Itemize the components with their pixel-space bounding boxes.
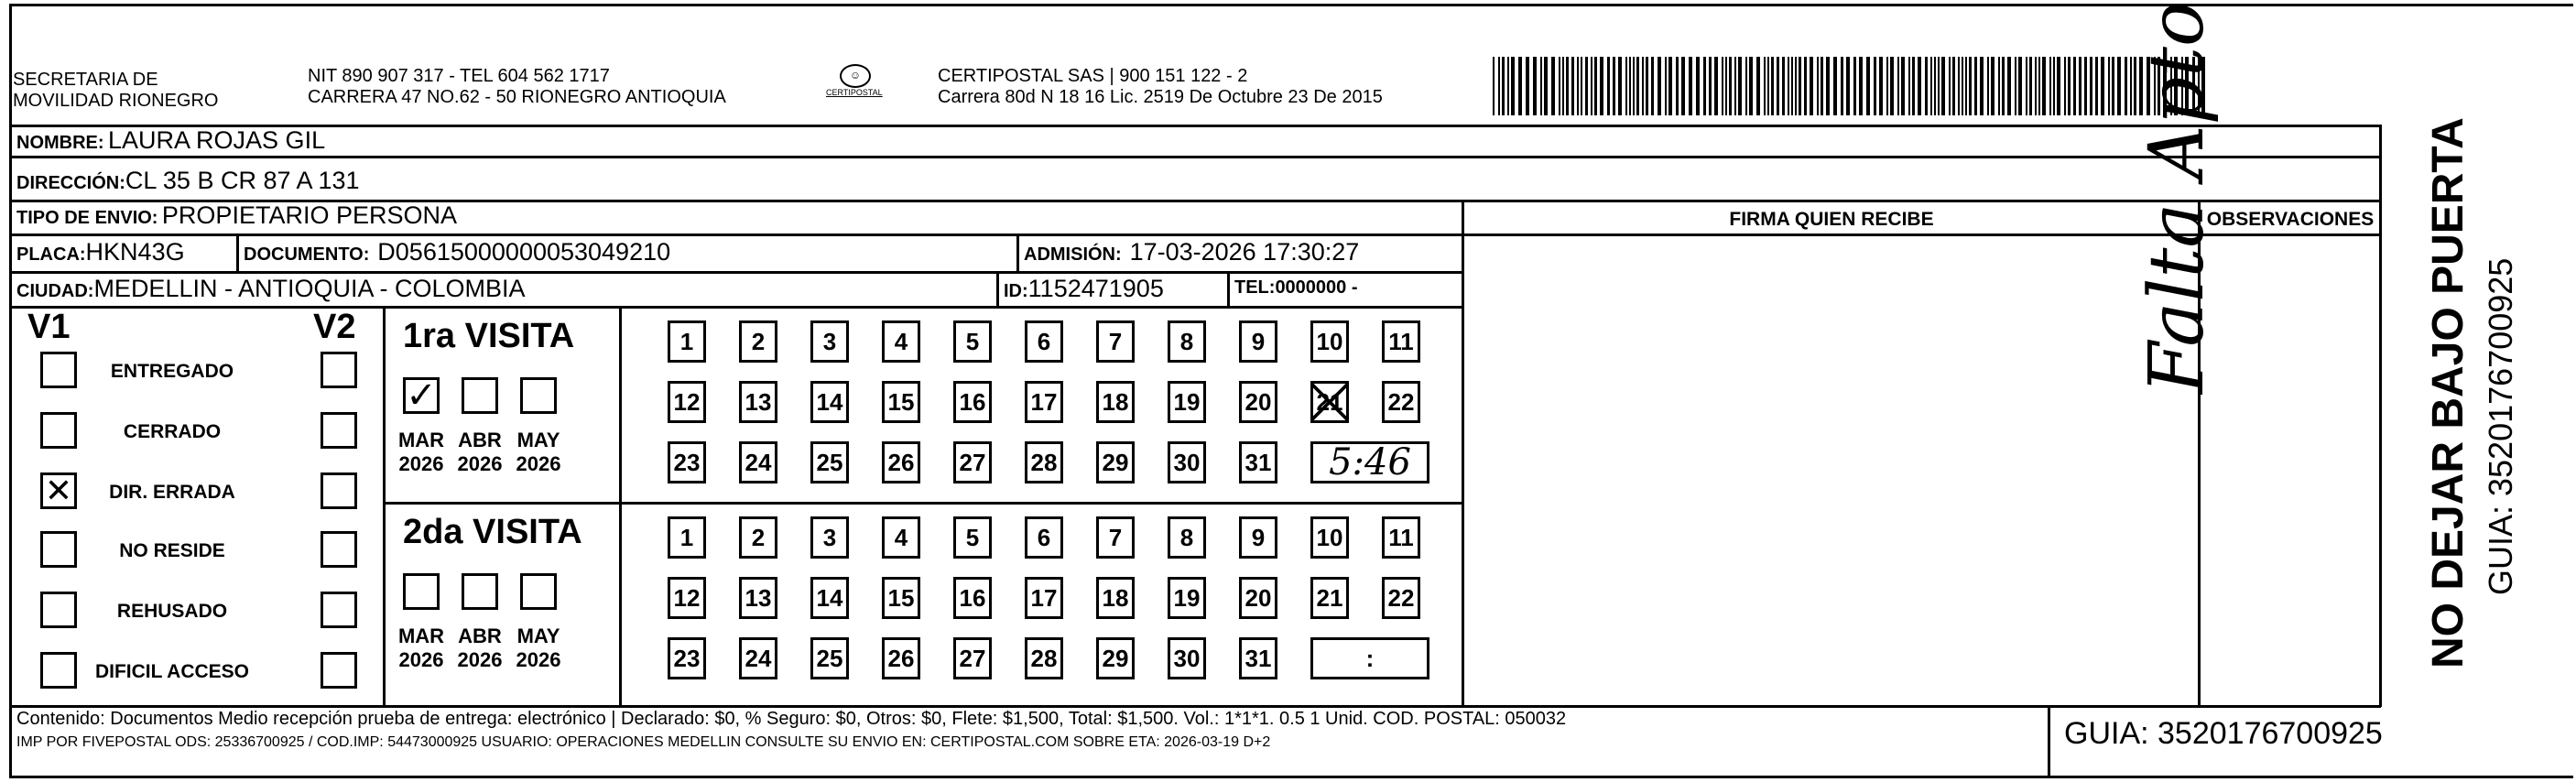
- barcode-bar: [1544, 57, 1548, 115]
- barcode-bar: [1562, 57, 1564, 115]
- day-box[interactable]: 18: [1096, 381, 1135, 423]
- barcode-bar: [1810, 57, 1813, 115]
- rule: [9, 125, 2381, 127]
- footer-content: Contenido: Documentos Medio recepción prueba de entrega: electrónico | Declarado: $0, % Seguro: $0, Otros: $0, Flete: $1,500, Total: $1,500. Vol.: 1*1*1. 0.5 1 Unid. COD. POSTAL: 050032: [16, 709, 1567, 729]
- barcode-bar: [1498, 57, 1500, 115]
- barcode-bar: [2073, 57, 2076, 115]
- barcode-bar: [1866, 57, 1870, 115]
- barcode-bar: [1930, 57, 1932, 115]
- barcode-bar: [1618, 57, 1622, 115]
- barcode-bar: [1853, 57, 1856, 115]
- observaciones-label: OBSERVACIONES: [2206, 209, 2375, 230]
- side-guia: GUIA: 3520176700925: [2482, 257, 2519, 595]
- barcode-bar: [1764, 57, 1766, 115]
- carrier-logo-text: CERTIPOSTAL: [826, 88, 883, 97]
- barcode-bar: [1658, 57, 1661, 115]
- day-box[interactable]: 6: [1025, 320, 1063, 363]
- barcode-bar: [1795, 57, 1797, 115]
- barcode-bar: [2095, 57, 2098, 115]
- barcode-bar: [1607, 57, 1610, 115]
- barcode-bar: [2029, 57, 2032, 115]
- barcode-bar: [2130, 57, 2132, 115]
- day-box[interactable]: 18: [1096, 577, 1135, 619]
- status-label: ENTREGADO: [110, 361, 234, 382]
- barcode-bar: [1952, 57, 1955, 115]
- barcode-bar: [2079, 57, 2081, 115]
- barcode-bar: [2108, 57, 2110, 115]
- v1-checkbox[interactable]: [40, 531, 77, 568]
- rule: [9, 705, 2381, 708]
- day-box[interactable]: 12: [668, 381, 706, 423]
- day-box[interactable]: 31: [1239, 637, 1277, 679]
- month-checkbox[interactable]: [520, 377, 557, 414]
- barcode-bar: [1729, 57, 1732, 115]
- month-checkbox[interactable]: [403, 377, 440, 414]
- ciudad-cell: CIUDAD:MEDELLIN - ANTIOQUIA - COLOMBIA: [16, 275, 526, 302]
- barcode-bar: [1821, 57, 1823, 115]
- barcode-bar: [1749, 57, 1753, 115]
- day-box[interactable]: 13: [739, 577, 777, 619]
- barcode-bar: [1998, 57, 2000, 115]
- barcode-bar: [1756, 57, 1760, 115]
- barcode-bar: [1600, 57, 1603, 115]
- barcode-bar: [1703, 57, 1706, 115]
- rule: [1462, 200, 1464, 707]
- day-box[interactable]: 22: [1382, 577, 1420, 619]
- barcode-bar: [1625, 57, 1627, 115]
- visit-title: 2da VISITA: [403, 513, 582, 551]
- barcode-bar: [1642, 57, 1644, 115]
- org-name: SECRETARIA DE MOVILIDAD RIONEGRO: [13, 70, 219, 111]
- barcode-bar: [1965, 57, 1967, 115]
- observaciones-handwriting: Falta Apto: [2134, 1, 2221, 394]
- day-box[interactable]: 6: [1025, 516, 1063, 559]
- v2-checkbox[interactable]: [321, 412, 357, 449]
- v2-checkbox[interactable]: [321, 531, 357, 568]
- org-contact: NIT 890 907 317 - TEL 604 562 1717 CARRERA 47 NO.62 - 50 RIONEGRO ANTIOQUIA: [308, 66, 726, 107]
- day-box[interactable]: 2: [739, 320, 777, 363]
- v2-checkbox[interactable]: [321, 652, 357, 689]
- barcode-bar: [1991, 57, 1994, 115]
- barcode-bar: [1633, 57, 1635, 115]
- visit-title: 1ra VISITA: [403, 317, 575, 355]
- barcode-bar: [2068, 57, 2071, 115]
- barcode-bar: [1897, 57, 1899, 115]
- rule: [2048, 705, 2050, 778]
- day-box[interactable]: 15: [882, 577, 920, 619]
- barcode-bar: [1668, 57, 1672, 115]
- day-box[interactable]: 26: [882, 441, 920, 483]
- barcode-bar: [1665, 57, 1667, 115]
- barcode-bar: [1799, 57, 1801, 115]
- day-box[interactable]: 21: [1310, 577, 1349, 619]
- day-box[interactable]: 12: [668, 577, 706, 619]
- barcode-bar: [1551, 57, 1555, 115]
- time-field[interactable]: 5:46: [1310, 441, 1429, 483]
- month-label: ABR 2026: [457, 625, 503, 671]
- month-label: MAR 2026: [397, 429, 445, 475]
- day-box[interactable]: 7: [1096, 320, 1135, 363]
- firma-label: FIRMA QUIEN RECIBE: [1729, 209, 1934, 230]
- barcode-bar: [2018, 57, 2022, 115]
- barcode-bar: [1826, 57, 1830, 115]
- barcode-bar: [2112, 57, 2114, 115]
- barcode-bar: [1566, 57, 1569, 115]
- barcode-bar: [1581, 57, 1582, 115]
- barcode-bar: [1974, 57, 1977, 115]
- v1-checkbox[interactable]: [40, 412, 77, 449]
- barcode-bar: [1646, 57, 1648, 115]
- month-checkbox[interactable]: [462, 573, 498, 610]
- day-box[interactable]: 30: [1168, 637, 1206, 679]
- barcode-bar: [1722, 57, 1723, 115]
- day-box[interactable]: 25: [810, 637, 849, 679]
- day-box[interactable]: 17: [1025, 577, 1063, 619]
- barcode-bar: [1890, 57, 1894, 115]
- barcode-bar: [1745, 57, 1747, 115]
- rule: [1016, 234, 1019, 272]
- month-checkbox[interactable]: [403, 573, 440, 610]
- rule: [1227, 271, 1230, 308]
- v2-checkbox[interactable]: [321, 352, 357, 388]
- rule: [619, 502, 1462, 505]
- barcode-bar: [2125, 57, 2127, 115]
- barcode-bar: [2002, 57, 2005, 115]
- day-box[interactable]: 15: [882, 381, 920, 423]
- rule: [236, 234, 239, 272]
- day-box[interactable]: 4: [882, 320, 920, 363]
- day-box[interactable]: 24: [739, 637, 777, 679]
- barcode-bar: [1912, 57, 1915, 115]
- barcode-bar: [1908, 57, 1910, 115]
- rule: [9, 306, 1463, 309]
- day-box[interactable]: 19: [1168, 577, 1206, 619]
- barcode-bar: [1782, 57, 1785, 115]
- barcode-bar: [2015, 57, 2016, 115]
- day-box[interactable]: 28: [1025, 637, 1063, 679]
- day-box[interactable]: 3: [810, 516, 849, 559]
- day-box[interactable]: 20: [1239, 577, 1277, 619]
- v1-checkbox[interactable]: [40, 592, 77, 628]
- placa-cell: PLACA:HKN43G: [16, 238, 185, 266]
- day-box[interactable]: 16: [953, 381, 992, 423]
- barcode-bar: [1613, 57, 1615, 115]
- status-label: DIFICIL ACCESO: [94, 661, 249, 682]
- day-box[interactable]: 23: [668, 441, 706, 483]
- barcode-bar: [1571, 57, 1574, 115]
- barcode-bar: [1629, 57, 1631, 115]
- day-box[interactable]: 24: [739, 441, 777, 483]
- day-box[interactable]: 27: [953, 637, 992, 679]
- barcode-bar: [2117, 57, 2121, 115]
- rule: [2379, 125, 2382, 707]
- tel-cell: TEL:0000000 -: [1234, 277, 1358, 298]
- day-box[interactable]: 21: [1310, 381, 1349, 423]
- barcode-bar: [1767, 57, 1769, 115]
- barcode-bar: [1949, 57, 1951, 115]
- day-box[interactable]: 5: [953, 320, 992, 363]
- v2-label: V2: [313, 308, 356, 346]
- barcode-bar: [2101, 57, 2104, 115]
- day-box[interactable]: 17: [1025, 381, 1063, 423]
- barcode-bar: [1734, 57, 1736, 115]
- barcode-bar: [1676, 57, 1679, 115]
- barcode-bar: [2035, 57, 2037, 115]
- barcode-bar: [1738, 57, 1742, 115]
- barcode-bar: [1941, 57, 1945, 115]
- barcode-bar: [1791, 57, 1793, 115]
- barcode-bar: [1689, 57, 1692, 115]
- day-box[interactable]: 7: [1096, 516, 1135, 559]
- v2-checkbox[interactable]: [321, 592, 357, 628]
- check-mark-icon: ✓: [406, 375, 437, 416]
- day-box[interactable]: 23: [668, 637, 706, 679]
- status-label: DIR. ERRADA: [109, 482, 235, 503]
- barcode-bar: [1833, 57, 1837, 115]
- rule: [9, 234, 2381, 236]
- barcode-bar: [2090, 57, 2092, 115]
- barcode-bar: [1585, 57, 1588, 115]
- barcode-bar: [1969, 57, 1972, 115]
- day-box[interactable]: 29: [1096, 637, 1135, 679]
- rule: [9, 156, 2381, 158]
- admision-cell: ADMISIÓN: 17-03-2026 17:30:27: [1024, 238, 1360, 266]
- v2-checkbox[interactable]: [321, 472, 357, 509]
- barcode-bar: [1577, 57, 1579, 115]
- time-field[interactable]: :: [1310, 637, 1429, 679]
- day-box[interactable]: 20: [1239, 381, 1277, 423]
- day-box[interactable]: 19: [1168, 381, 1206, 423]
- barcode-bar: [2053, 57, 2055, 115]
- day-box[interactable]: 13: [739, 381, 777, 423]
- barcode-bar: [1559, 57, 1560, 115]
- status-label: NO RESIDE: [119, 540, 225, 561]
- barcode-bar: [1962, 57, 1963, 115]
- id-cell: ID:1152471905: [1004, 275, 1164, 302]
- barcode-bar: [1886, 57, 1888, 115]
- barcode-bar: [1841, 57, 1843, 115]
- day-box[interactable]: 10: [1310, 516, 1349, 559]
- month-label: MAY 2026: [516, 429, 561, 475]
- month-checkbox[interactable]: [520, 573, 557, 610]
- barcode: [1493, 57, 2207, 115]
- day-box[interactable]: 4: [882, 516, 920, 559]
- barcode-bar: [1918, 57, 1921, 115]
- footer-print-info: IMP POR FIVEPOSTAL ODS: 25336700925 / COD.IMP: 54473000925 USUARIO: OPERACIONES MEDELLIN CONSULTE SU ENVIO EN: CERTIPOSTAL.COM SOBRE ETA: 2026-03-19 D+2: [16, 734, 1271, 750]
- barcode-bar: [1502, 57, 1505, 115]
- carrier-logo: ☺: [840, 64, 871, 88]
- month-label: ABR 2026: [457, 429, 503, 475]
- barcode-bar: [1725, 57, 1727, 115]
- day-box[interactable]: 9: [1239, 516, 1277, 559]
- day-box[interactable]: 27: [953, 441, 992, 483]
- barcode-bar: [1879, 57, 1883, 115]
- day-box[interactable]: 28: [1025, 441, 1063, 483]
- rule: [383, 502, 621, 505]
- barcode-bar: [1681, 57, 1685, 115]
- barcode-bar: [1636, 57, 1639, 115]
- day-box[interactable]: 30: [1168, 441, 1206, 483]
- barcode-bar: [1934, 57, 1936, 115]
- day-box[interactable]: 16: [953, 577, 992, 619]
- day-box[interactable]: 22: [1382, 381, 1420, 423]
- day-box[interactable]: 8: [1168, 320, 1206, 363]
- barcode-bar: [2049, 57, 2051, 115]
- barcode-bar: [1714, 57, 1718, 115]
- day-box[interactable]: 8: [1168, 516, 1206, 559]
- direccion-row: DIRECCIÓN:CL 35 B CR 87 A 131: [16, 167, 360, 194]
- carrier-info: CERTIPOSTAL SAS | 900 151 122 - 2 Carrera 80d N 18 16 Lic. 2519 De Octubre 23 De 2015: [938, 66, 1383, 107]
- barcode-bar: [1817, 57, 1819, 115]
- barcode-bar: [1771, 57, 1774, 115]
- rule: [383, 306, 386, 707]
- barcode-bar: [1518, 57, 1522, 115]
- barcode-bar: [1526, 57, 1529, 115]
- v1-checkbox[interactable]: [40, 652, 77, 689]
- rule: [619, 306, 622, 707]
- day-box[interactable]: 14: [810, 577, 849, 619]
- barcode-bar: [1696, 57, 1700, 115]
- no-dejar-notice: NO DEJAR BAJO PUERTA: [2424, 117, 2473, 668]
- status-label: CERRADO: [123, 421, 222, 442]
- day-box[interactable]: 11: [1382, 320, 1420, 363]
- barcode-bar: [1533, 57, 1537, 115]
- tipo-row: TIPO DE ENVIO: PROPIETARIO PERSONA: [16, 201, 457, 229]
- barcode-bar: [2084, 57, 2087, 115]
- barcode-bar: [1874, 57, 1876, 115]
- rule: [996, 271, 999, 308]
- barcode-bar: [1987, 57, 1989, 115]
- day-box[interactable]: 5: [953, 516, 992, 559]
- footer-guia: GUIA: 3520176700925: [2064, 716, 2383, 751]
- barcode-bar: [1901, 57, 1905, 115]
- barcode-bar: [1709, 57, 1712, 115]
- barcode-bar: [2026, 57, 2027, 115]
- barcode-bar: [1493, 57, 1495, 115]
- month-label: MAR 2026: [397, 625, 445, 671]
- documento-cell: DOCUMENTO: D05615000000053049210: [244, 238, 671, 266]
- barcode-bar: [1651, 57, 1654, 115]
- barcode-bar: [2064, 57, 2066, 115]
- day-box[interactable]: 3: [810, 320, 849, 363]
- barcode-bar: [1507, 57, 1509, 115]
- day-box[interactable]: 26: [882, 637, 920, 679]
- cross-icon: ✕: [44, 472, 73, 509]
- barcode-bar: [1594, 57, 1597, 115]
- month-checkbox[interactable]: [462, 377, 498, 414]
- barcode-bar: [1846, 57, 1850, 115]
- barcode-bar: [1540, 57, 1542, 115]
- day-box[interactable]: 1: [668, 516, 706, 559]
- day-box[interactable]: 9: [1239, 320, 1277, 363]
- day-box[interactable]: 31: [1239, 441, 1277, 483]
- month-label: MAY 2026: [516, 625, 561, 671]
- day-box[interactable]: 29: [1096, 441, 1135, 483]
- day-box[interactable]: 10: [1310, 320, 1349, 363]
- barcode-bar: [2057, 57, 2060, 115]
- barcode-bar: [1804, 57, 1807, 115]
- barcode-bar: [1777, 57, 1779, 115]
- barcode-bar: [1591, 57, 1592, 115]
- barcode-bar: [1925, 57, 1928, 115]
- day-box[interactable]: 1: [668, 320, 706, 363]
- barcode-bar: [1980, 57, 1984, 115]
- barcode-bar: [2007, 57, 2011, 115]
- v1-checkbox[interactable]: [40, 352, 77, 388]
- day-box[interactable]: 25: [810, 441, 849, 483]
- barcode-bar: [1859, 57, 1863, 115]
- day-box[interactable]: 11: [1382, 516, 1420, 559]
- barcode-bar: [1938, 57, 1940, 115]
- barcode-bar: [2042, 57, 2046, 115]
- barcode-bar: [1958, 57, 1960, 115]
- day-box[interactable]: 2: [739, 516, 777, 559]
- nombre-row: NOMBRE: LAURA ROJAS GIL: [16, 126, 326, 154]
- barcode-bar: [1788, 57, 1789, 115]
- v1-checkbox[interactable]: [40, 472, 77, 509]
- v1-label: V1: [27, 308, 71, 346]
- status-label: REHUSADO: [116, 601, 228, 622]
- day-box[interactable]: 14: [810, 381, 849, 423]
- barcode-bar: [1511, 57, 1515, 115]
- barcode-bar: [2038, 57, 2040, 115]
- rule: [9, 271, 1463, 274]
